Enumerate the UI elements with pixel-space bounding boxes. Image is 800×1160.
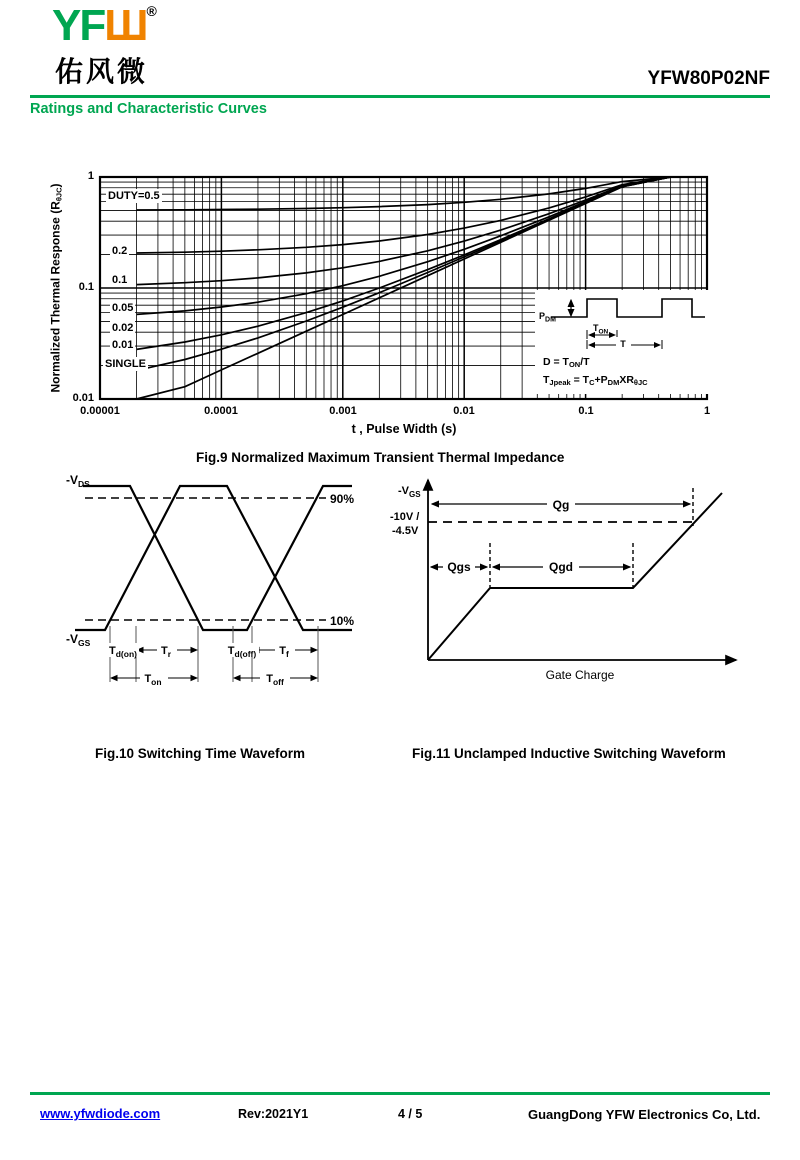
tjpeak-formula: $T_{Jpeak} = T_C+P_{DM}XR_{\theta JC}$ xyxy=(543,374,648,387)
td-on-label: $T_{d(on)}$ xyxy=(109,645,137,659)
pulse-train-waveform xyxy=(551,299,705,317)
ninety-percent-label: 90% xyxy=(330,492,355,506)
qgs-label: Qgs xyxy=(447,560,471,574)
gate-level-label-2: -4.5V xyxy=(392,525,419,537)
fig9-ytick-0.1: 0.1 xyxy=(78,281,94,293)
fig10-switching-waveform xyxy=(60,468,380,700)
ton-label: $T_{ON}$ xyxy=(593,323,609,336)
fig9-curve-label-002: 0.02 xyxy=(112,322,134,334)
qg-label: Qg xyxy=(552,498,570,512)
fig9-curve-label-duty05: DUTY=0.5 xyxy=(108,190,160,202)
fig9-xaxis-label: t , Pulse Width (s) xyxy=(351,422,457,436)
gate-charge-curve xyxy=(428,493,722,660)
section-title: Ratings and Characteristic Curves xyxy=(30,101,267,117)
registered-trademark-icon: ® xyxy=(146,3,157,19)
yfw-logo xyxy=(52,1,157,50)
fig9-yaxis-label: Normalized Thermal Response $(R_{\theta JC})$ xyxy=(48,183,64,393)
revision: Rev:2021Y1 xyxy=(238,1107,309,1121)
ten-percent-label: 10% xyxy=(330,614,355,628)
fig11-xaxis-label: Gate Charge xyxy=(545,668,615,682)
fig9-curve-label-005: 0.05 xyxy=(112,302,134,314)
fig9-xtick-0.1: 0.1 xyxy=(578,405,594,417)
fig10-caption: Fig.10 Switching Time Waveform xyxy=(95,746,306,761)
qgd-label: Qgd xyxy=(549,560,573,574)
fig9-ytick-0.01: 0.01 xyxy=(72,392,94,404)
fig11-caption: Fig.11 Unclamped Inductive Switching Waveform xyxy=(412,746,726,761)
fig9-caption: Fig.9 Normalized Maximum Transient Thermal Impedance xyxy=(196,450,565,465)
fig9-xtick-0.0001: 0.0001 xyxy=(204,405,238,417)
fig9-xtick-0.01: 0.01 xyxy=(453,405,475,417)
company-name: GuangDong YFW Electronics Co, Ltd. xyxy=(528,1107,761,1122)
fig9-inset-pulse-definition xyxy=(535,290,711,394)
duty-formula: $D = T_{ON}/T$ xyxy=(543,356,590,369)
fig9-curve-label-01: 0.1 xyxy=(112,274,128,286)
logo-w-mark: Ш xyxy=(104,1,147,50)
fig9-xtick-0.001: 0.001 xyxy=(329,405,357,417)
fig11-vgs-label: $-V_{GS}$ xyxy=(398,485,421,499)
logo-chinese-name: 佑风微 xyxy=(55,56,149,87)
toff-label: $T_{off}$ xyxy=(266,673,284,687)
fig9-thermal-impedance-chart xyxy=(30,165,770,455)
tf-label: $T_f$ xyxy=(279,645,289,659)
vds-waveform xyxy=(83,486,355,630)
td-off-label: $T_{d(off)}$ xyxy=(227,645,257,659)
logo-yf-text: YF xyxy=(52,1,105,50)
vds-label: $-V_{DS}$ xyxy=(66,473,90,489)
fig9-ytick-1: 1 xyxy=(87,170,94,182)
ton-label: $T_{on}$ xyxy=(144,673,162,687)
fig9-curve-label-02: 0.2 xyxy=(112,245,128,257)
fig9-inset-svg xyxy=(535,290,711,350)
pdm-label: $P_{DM}$ xyxy=(539,311,556,324)
fig9-xtick-0.00001: 0.00001 xyxy=(80,405,120,417)
fig9-xtick-1: 1 xyxy=(703,405,711,417)
period-label: T xyxy=(620,339,626,349)
fig9-curve-label-single: SINGLE xyxy=(105,358,146,370)
fig9-curve-label-001: 0.01 xyxy=(112,339,134,351)
part-number: YFW80P02NF xyxy=(647,68,770,89)
tr-label: $T_r$ xyxy=(160,645,172,659)
gate-level-label-1: -10V / xyxy=(390,511,420,523)
page-number: 4 / 5 xyxy=(398,1107,423,1121)
header-rule xyxy=(30,95,770,98)
vgs-label: $-V_{GS}$ xyxy=(66,632,91,648)
website-link[interactable]: www.yfwdiode.com xyxy=(40,1106,161,1121)
footer-rule xyxy=(30,1092,770,1095)
fig11-gate-charge-waveform xyxy=(390,468,765,688)
